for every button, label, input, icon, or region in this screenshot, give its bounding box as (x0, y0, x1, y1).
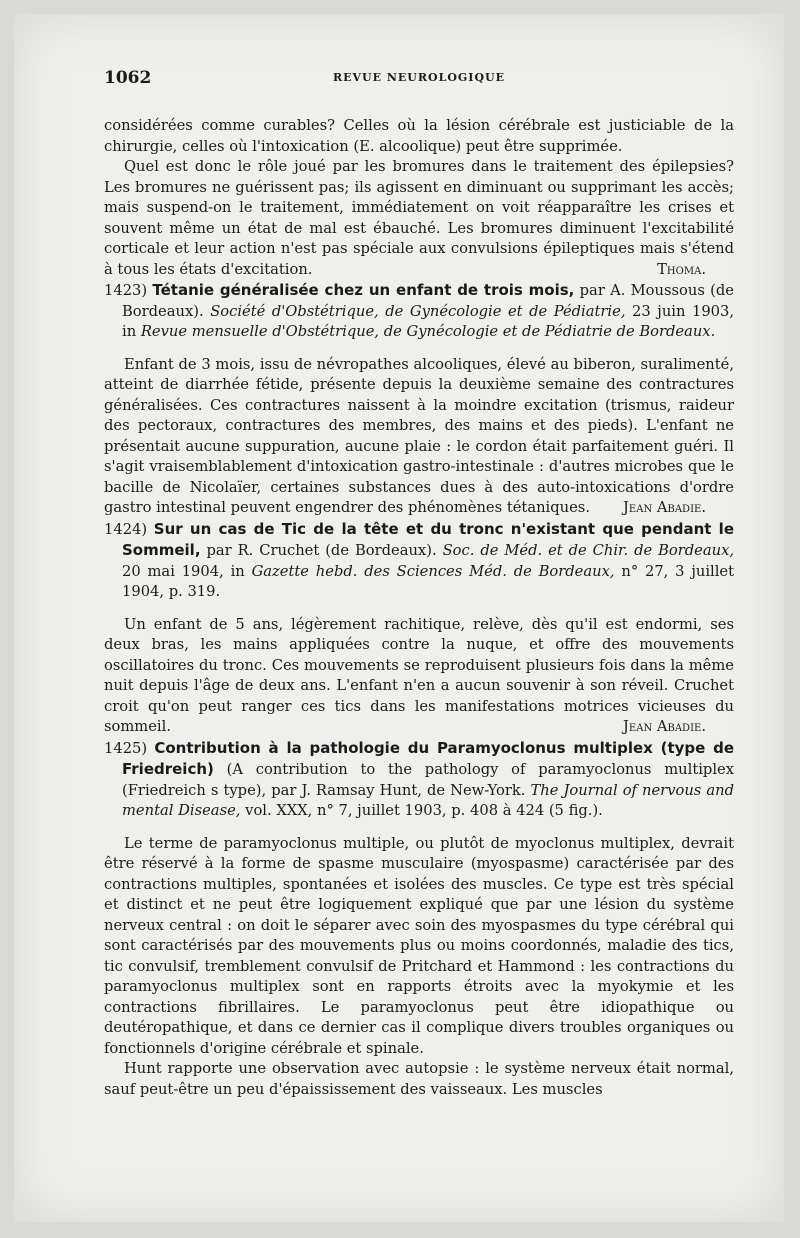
running-title: REVUE NEUROLOGIQUE (332, 71, 506, 84)
author-signature: Jean Abadie. (623, 718, 706, 735)
entry-1425-heading (104, 738, 734, 822)
entry-body-text: Enfant de 3 mois, issu de névropathes alcooliques, élevé au biberon, suralimenté, atteint de diarrhée fétide, présente depuis la deuxième semaine des contractures généralisées. Ces contractures naissent à la moindre excitation (trismus, raideur des pectoraux, contractures des membres, des mains et des pieds). L'enfant ne présentait aucune suppuration, aucune plaie : le cordon était parfaitement guéri. Il s'agit vraisemblablement d'intoxication gastro-intestinale : d'autres microbes que le bacille de Nicolaïer, certaines substances dues à des auto-intoxications d'ordre gastro intestinal peuvent engendrer des phénomènes tétaniques. (104, 355, 734, 516)
page-header (104, 68, 734, 92)
page-number: 1062 (104, 68, 152, 88)
author-signature: Jean Abadie. (623, 499, 706, 516)
entry-date: 23 juin 1903, in (122, 302, 735, 340)
page-body (104, 116, 734, 1100)
entry-journal: Gazette hebd. des Sciences Méd. de Bordeaux, (251, 562, 615, 580)
entry-source: Soc. de Méd. et de Chir. de Bordeaux, (442, 542, 735, 559)
entry-title: Sur un cas de Tic de la tête et du tronc n'existant que pendant le Sommeil, (122, 519, 734, 559)
entry-journal: The Journal of nervous and mental Disease, (122, 781, 735, 819)
entry-1424-heading (104, 519, 734, 603)
entry-1424-body (104, 615, 734, 738)
entry-author: par A. Moussous (de Bordeaux). (122, 282, 734, 320)
entry-journal: Revue mensuelle d'Obstétrique, de Gynécologie et de Pédiatrie de Bordeaux. (140, 323, 716, 340)
entry-date: 20 mai 1904, in (122, 562, 245, 580)
entry-reference: vol. XXX, n° 7, juillet 1903, p. 408 à 424 (5 fig.). (245, 802, 603, 819)
author-signature: Thoma. (657, 260, 706, 278)
entry-body-text: Un enfant de 5 ans, légèrement rachitique, relève, dès qu'il est endormi, ses deux bras, les mains appliquées contre la nuque, et offre des mouvements oscillatoires du tronc. Ces mouvements se reproduisent plusieurs fois dans la même nuit depuis l'âge de deux ans. L'enfant n'en a aucun souvenir à son réveil. Cruchet croit qu'on peut ranger ces tics dans les manifestations motrices vicieuses du sommeil. (104, 615, 734, 735)
entry-title: Tétanie généralisée chez un enfant de trois mois, (152, 281, 575, 299)
entry-1425-body-1: Le terme de paramyoclonus multiple, ou plutôt de myoclonus multiplex, devrait être réservé à la forme de spasme musculaire (myospasme) caractérisée par des contractions multiples, spontanées et isolées des muscles. Ce type est très spécial et distinct et ne peut être logiquement expliqué que par une lésion du système nerveux central : on doit le séparer avec soin des myospasmes du type cérébral qui sont caractérisés par des mouvements plus ou moins coordonnés, maladie des tics, tic convulsif, tremblement convulsif de Pritchard et Hammond : les contractions du paramyoclonus multiplex sont en rapports étroits avec la myokymie et les contractions fibrillaires. Le paramyoclonus peut être idiopathique ou deutéropathique, et dans ce dernier cas il complique divers troubles organiques ou fonctionnels d'origine cérébrale et spinale. (104, 834, 734, 1057)
intro-paragraph-2 (104, 157, 734, 280)
entry-1423-body (104, 355, 734, 519)
intro-paragraph-1: considérées comme curables? Celles où la lésion cérébrale est justiciable de la chirurgie, celles où l'intoxication (E. alcoolique) peut être supprimée. (104, 117, 734, 155)
entry-english-title: (A contribution to the pathology of paramyoclonus multiplex (Friedreich s type), par J. Ramsay Hunt, de New-York. (122, 761, 735, 799)
entry-number: 1424) (104, 520, 148, 538)
entry-source: Société d'Obstétrique, de Gynécologie et de Pédiatrie, (210, 302, 626, 320)
entry-reference: n° 27, 3 juillet 1904, p. 319. (122, 562, 735, 600)
entry-1425-body-2: Hunt rapporte une observation avec autopsie : le système nerveux était normal, sauf peut-être un peu d'épaississement des vaisseaux. Les muscles (104, 1060, 734, 1098)
entry-number: 1423) (104, 282, 148, 299)
entry-1423-heading (104, 280, 734, 343)
entry-title: Contribution à la pathologie du Paramyoclonus multiplex (type de Friedreich) (122, 738, 734, 778)
entry-author: par R. Cruchet (de Bordeaux). (206, 542, 437, 559)
entry-number: 1425) (104, 739, 148, 757)
intro-paragraph-2-text: Quel est donc le rôle joué par les bromures dans le traitement des épilepsies? Les bromures ne guérissent pas; ils agissent en diminuant ou supprimant les accès; mais suspend-on le traitement, immédiatement on voit réapparaître les crises et souvent même un état de mal est ébauché. Les bromures diminuent l'excitabilité corticale et leur action n'est pas spéciale aux convulsions épileptiques mais s'étend à tous les états d'excitation. (104, 158, 734, 278)
